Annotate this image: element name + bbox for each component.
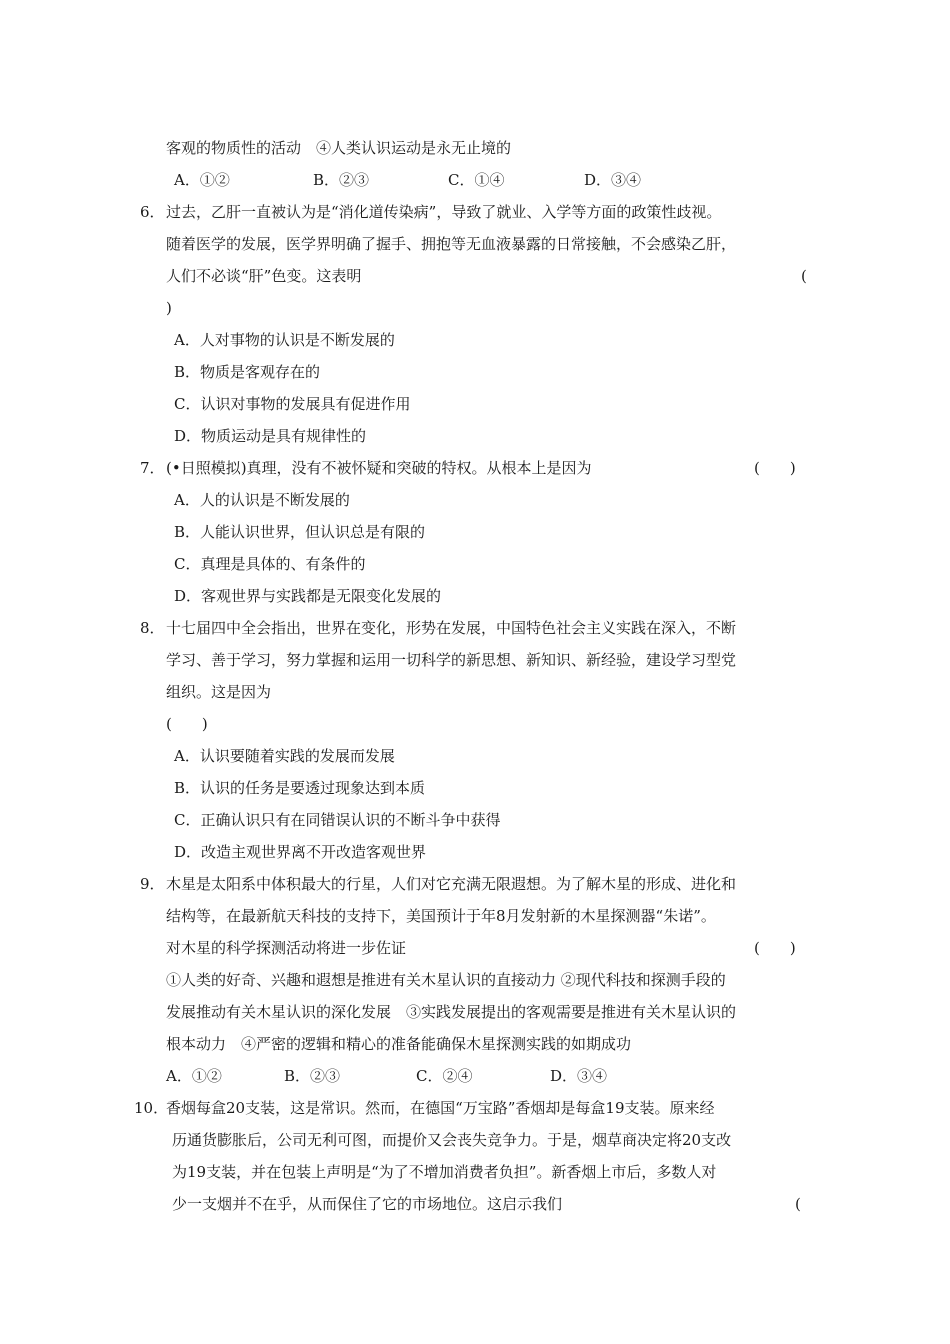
text-line: 随着医学的发展，医学界明确了握手、拥抱等无血液暴露的日常接触，不会感染乙肝， [166,235,737,253]
question-number: 7． [140,459,165,477]
prev-question-text [0,132,950,164]
text-line: 香烟每盒20支装，这是常识。然而，在德国“万宝路”香烟却是每盒19支装。原来经 [166,1099,715,1117]
question-8-option-d [0,836,950,868]
option-d: D．③④ [550,1067,608,1085]
option-text: A．认识要随着实践的发展而发展 [174,747,395,765]
question-6-option-d [0,420,950,452]
question-8-option-b [0,772,950,804]
question-6 [0,196,950,228]
answer-paren: ( ) [754,459,796,477]
question-number: 9． [140,875,165,893]
text-line: (•日照模拟)真理，没有不被怀疑和突破的特权。从根本上是因为 [166,459,592,477]
option-d: D．③④ [584,171,642,189]
question-9-statement-2 [0,996,950,1028]
question-9 [0,868,950,900]
option-text: B．人能认识世界，但认识总是有限的 [174,523,426,541]
question-7-option-c [0,548,950,580]
option-text: B．认识的任务是要透过现象达到本质 [174,779,426,797]
option-c: C．①④ [448,171,505,189]
text-line: 客观的物质性的活动 ④人类认识运动是永无止境的 [166,139,512,157]
question-8-option-a [0,740,950,772]
option-text: A．人的认识是不断发展的 [174,491,350,509]
question-9-line-2 [0,900,950,932]
statement-text: ①人类的好奇、兴趣和遐想是推进有关木星认识的直接动力 ②现代科技和探测手段的 [166,971,726,989]
question-8 [0,612,950,644]
text-line: 结构等，在最新航天科技的支持下，美国预计于年8月发射新的木星探测器“朱诺”。 [166,907,716,925]
option-b: B．②③ [284,1067,341,1085]
option-a: A．①② [174,171,230,189]
question-9-line-3 [0,932,950,964]
question-8-option-c [0,804,950,836]
question-10 [0,1092,950,1124]
question-7-option-b [0,516,950,548]
option-a: A．①② [166,1067,222,1085]
text-line: 组织。这是因为 [166,683,272,701]
answer-paren: ( ) [166,715,208,733]
option-text: A．人对事物的认识是不断发展的 [174,331,395,349]
option-text: D．客观世界与实践都是无限变化发展的 [174,587,442,605]
question-8-line-3 [0,676,950,708]
question-8-paren [0,708,950,740]
question-7-option-a [0,484,950,516]
answer-paren-open: ( [801,267,807,285]
option-text: D．物质运动是具有规律性的 [174,427,367,445]
question-9-statement-3 [0,1028,950,1060]
question-6-line-2 [0,228,950,260]
text-line: 历通货膨胀后，公司无利可图，而提价又会丧失竞争力。于是，烟草商决定将20支改 [172,1131,732,1149]
question-6-line-3 [0,260,950,292]
answer-paren-open: ( [795,1195,801,1213]
question-6-option-c [0,388,950,420]
question-number: 8． [140,619,165,637]
question-6-option-b [0,356,950,388]
question-number: 10． [134,1099,169,1117]
option-text: D．改造主观世界离不开改造客观世界 [174,843,427,861]
question-9-options [0,1060,950,1092]
answer-paren-close: ) [166,299,172,317]
option-b: B．②③ [313,171,370,189]
text-line: 木星是太阳系中体积最大的行星，人们对它充满无限遐想。为了解木星的形成、进化和 [166,875,737,893]
option-text: C．真理是具体的、有条件的 [174,555,366,573]
question-number: 6． [140,203,165,221]
question-10-line-3 [0,1156,950,1188]
question-6-option-a [0,324,950,356]
text-line: 对木星的科学探测活动将进一步佐证 [166,939,407,957]
question-9-statement-1 [0,964,950,996]
question-10-line-2 [0,1124,950,1156]
text-line: 过去，乙肝一直被认为是“消化道传染病”，导致了就业、入学等方面的政策性歧视。 [166,203,722,221]
answer-paren: ( ) [754,939,796,957]
text-line: 人们不必谈“肝”色变。这表明 [166,267,362,285]
question-7-option-d [0,580,950,612]
question-10-line-4 [0,1188,950,1220]
question-6-paren-close [0,292,950,324]
option-text: C．正确认识只有在同错误认识的不断斗争中获得 [174,811,501,829]
text-line: 学习、善于学习，努力掌握和运用一切科学的新思想、新知识、新经验，建设学习型党 [166,651,737,669]
option-text: B．物质是客观存在的 [174,363,321,381]
option-text: C．认识对事物的发展具有促进作用 [174,395,411,413]
text-line: 少一支烟并不在乎，从而保住了它的市场地位。这启示我们 [172,1195,563,1213]
question-7 [0,452,950,484]
statement-text: 根本动力 ④严密的逻辑和精心的准备能确保木星探测实践的如期成功 [166,1035,632,1053]
option-c: C．②④ [416,1067,473,1085]
question-8-line-2 [0,644,950,676]
text-line: 十七届四中全会指出，世界在变化，形势在发展，中国特色社会主义实践在深入，不断 [166,619,737,637]
prev-question-options [0,164,950,196]
statement-text: 发展推动有关木星认识的深化发展 ③实践发展提出的客观需要是推进有关木星认识的 [166,1003,737,1021]
text-line: 为19支装，并在包装上声明是“为了不增加消费者负担”。新香烟上市后，多数人对 [172,1163,717,1181]
